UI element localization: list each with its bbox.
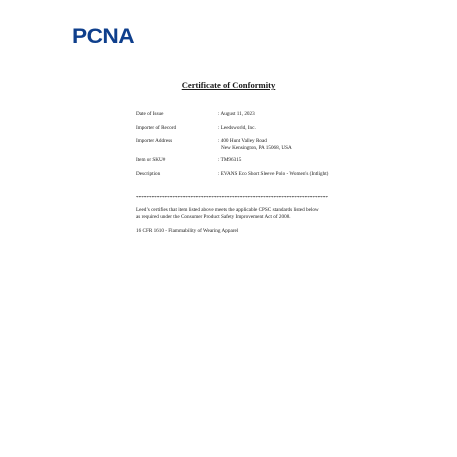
certificate-fields	[136, 111, 328, 177]
field-row-importer-address	[136, 138, 328, 151]
pcna-logo: PCNA	[72, 25, 135, 48]
applicable-standard: 16 CFR 1610 - Flammability of Wearing Apparel	[136, 228, 239, 234]
field-label-importer-of-record: Importer of Record	[136, 125, 177, 132]
certification-line-2: as required under the Consumer Product Safety Improvement Act of 2008.	[136, 213, 291, 220]
field-label-date-of-issue: Date of Issue	[136, 111, 164, 117]
field-label-item-sku: Item or SKU#	[136, 157, 166, 164]
address-line-1: : 400 Hunt Valley Road	[218, 138, 267, 145]
field-label-importer-address: Importer Address	[136, 138, 173, 145]
field-row-item-sku	[136, 157, 328, 163]
field-value-importer-address	[218, 138, 292, 151]
field-value-date-of-issue: : August 11, 2023	[218, 111, 255, 117]
field-value-importer-of-record: : Leedsworld, Inc.	[218, 125, 256, 132]
separator-line: **************************************************************************	[136, 196, 328, 201]
certification-statement	[136, 207, 366, 220]
document-title: Certificate of Conformity	[181, 80, 276, 90]
field-row-importer-of-record	[136, 125, 328, 131]
field-label-description: Description	[136, 170, 161, 177]
field-row-date-of-issue	[136, 111, 328, 117]
field-value-description: : EVANS Eco Short Sleeve Polo - Women's (Intlight)	[218, 170, 329, 177]
certification-line-1: Leed’s certifies that item listed above meets the applicable CPSC standards listed below	[136, 207, 319, 213]
field-value-item-sku: : TM96315	[218, 157, 242, 164]
field-row-description	[136, 171, 328, 177]
address-line-2: New Kensington, PA 15068, USA	[221, 144, 292, 151]
